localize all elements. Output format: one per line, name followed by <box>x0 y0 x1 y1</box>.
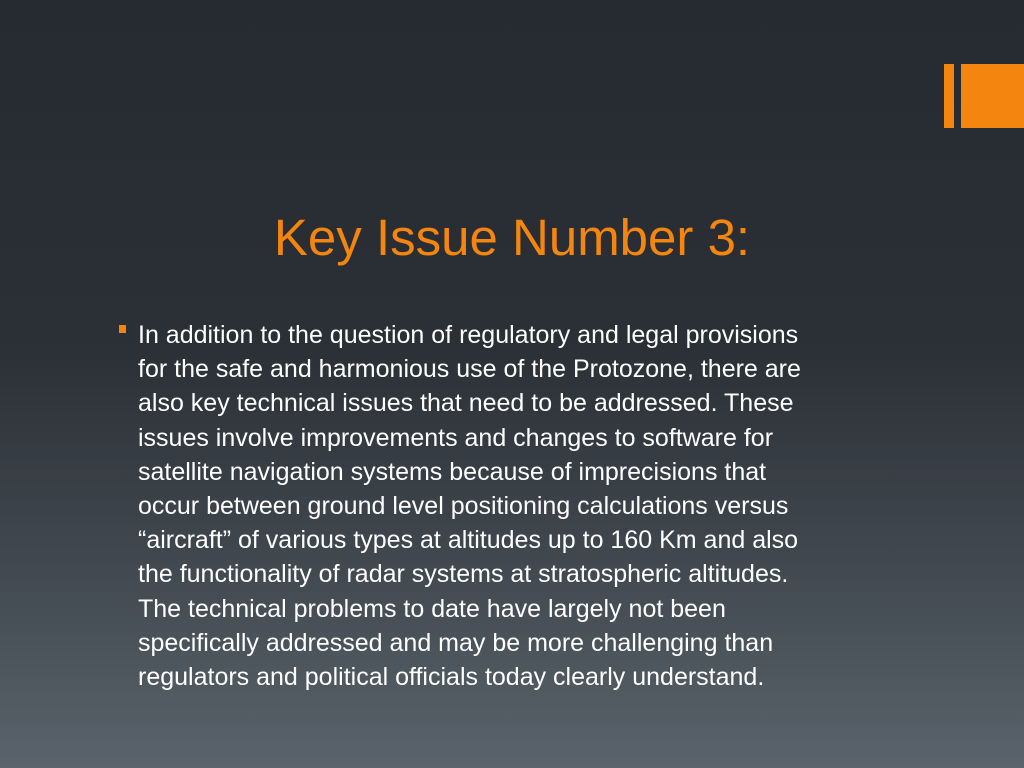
bullet-item <box>116 318 916 694</box>
bullet-text: In addition to the question of regulatory and legal provisions for the safe and harmonious use of the Protozone, there are also key technical issues that need to be addressed. These issues involve improvements and changes to software for satellite navigation systems because of imprecisions that occur between ground level positioning calculations versus “aircraft” of various types at altitudes up to 160 Km and also the functionality of radar systems at stratospheric altitudes. The technical problems to date have largely not been specifically addressed and may be more challenging than regulators and political officials today clearly understand. <box>138 321 801 692</box>
slide-title: Key Issue Number 3: <box>273 209 751 266</box>
accent-bar-block <box>961 64 1024 128</box>
slide-body <box>116 318 916 694</box>
square-bullet-icon <box>119 325 126 333</box>
accent-bar-thin <box>944 64 954 128</box>
